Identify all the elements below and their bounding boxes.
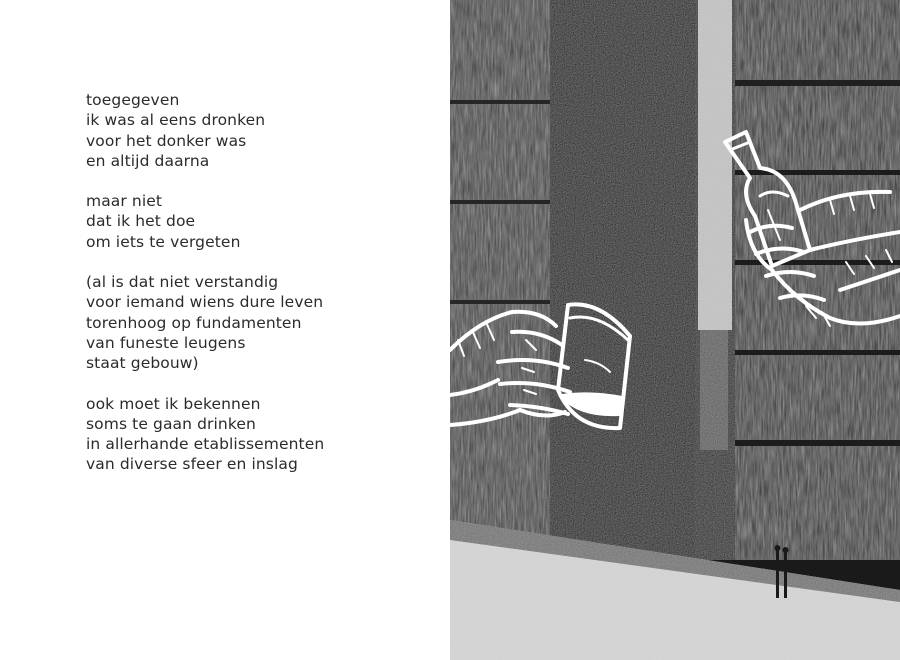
poem-line: toegegeven [86,91,180,109]
building-facades [450,0,900,560]
poem-line: van diverse sfeer en inslag [86,455,298,474]
poem-line: om iets te vergeten [86,232,241,251]
poem-line: soms te gaan drinken [86,414,256,433]
poem-line: (al is dat niet verstandig [86,273,279,292]
poem-line: in allerhande etablissementen [86,435,325,454]
poem-line: staat gebouw) [86,354,199,373]
poem-line: voor het donker was [86,131,247,150]
poem [86,90,426,495]
poem-line: dat ik het doe [86,212,196,231]
poem-line: maar niet [86,192,163,211]
light-strip [698,0,732,450]
illustration-page [450,0,900,660]
poem-line: van funeste leugens [86,333,246,352]
stanza-2 [86,191,426,252]
poem-line: ik was al eens dronken [86,111,266,130]
stanza-1 [86,90,426,171]
stanza-4 [86,394,426,475]
poem-line: ook moet ik bekennen [86,394,261,413]
stanza-3 [86,272,426,373]
poem-line: torenhoog op fundamenten [86,313,302,332]
poem-line: en altijd daarna [86,151,210,170]
poem-line: voor iemand wiens dure leven [86,293,324,312]
drinking-illustration [450,0,900,660]
